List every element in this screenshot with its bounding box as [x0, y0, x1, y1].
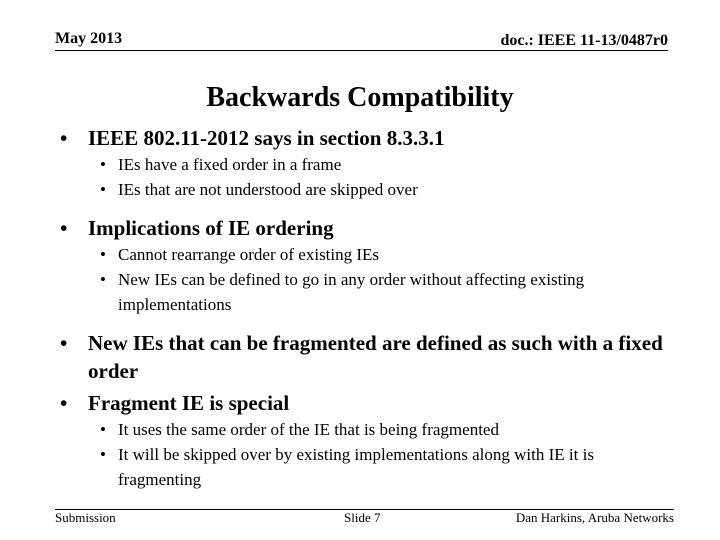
footer-submission: Submission: [55, 510, 116, 525]
bullet-dot: •: [100, 245, 106, 264]
bullet-1: [60, 124, 670, 152]
footer-author: Dan Harkins, Aruba Networks: [515, 510, 674, 525]
bullet-4-text: Fragment IE is special: [88, 391, 290, 415]
bullet-dot: •: [60, 391, 68, 415]
sub-bullet-4-2: [60, 442, 670, 492]
sub-bullet-1-1-text: IEs have a fixed order in a frame: [118, 155, 342, 174]
sub-bullet-1-1: [60, 152, 670, 177]
sub-bullet-4-1-text: It uses the same order of the IE that is being fragmented: [118, 420, 499, 439]
bullet-2-text: Implications of IE ordering: [88, 216, 334, 240]
sub-bullet-2-1-text: Cannot rearrange order of existing IEs: [118, 245, 380, 264]
header-doc-id: doc.: IEEE 11-13/0487r0: [500, 32, 668, 49]
bullet-3: [60, 329, 670, 385]
footer-slide-number: Slide 7: [344, 510, 381, 525]
bullet-4: [60, 389, 670, 417]
header-date: May 2013: [55, 30, 123, 47]
bullet-dot: •: [100, 180, 106, 199]
sub-bullet-1-2: [60, 177, 670, 202]
sub-bullet-4-1: [60, 417, 670, 442]
bullet-dot: •: [100, 420, 106, 439]
sub-bullet-4-2-text: It will be skipped over by existing implementations along with IE it is fragmenting: [118, 445, 594, 489]
header-rule: [55, 50, 668, 51]
bullet-2: [60, 214, 670, 242]
sub-bullet-2-2-text: New IEs can be defined to go in any order without affecting existing implementations: [118, 270, 585, 314]
sub-bullet-1-2-text: IEs that are not understood are skipped over: [118, 180, 418, 199]
bullet-dot: •: [100, 445, 106, 464]
bullet-1-text: IEEE 802.11-2012 says in section 8.3.3.1: [88, 126, 445, 150]
bullet-dot: •: [100, 270, 106, 289]
slide-content: [60, 120, 670, 492]
bullet-dot: •: [60, 216, 68, 240]
bullet-dot: •: [60, 126, 68, 150]
bullet-3-text: New IEs that can be fragmented are defined as such with a fixed order: [88, 331, 663, 383]
slide-title: Backwards Compatibility: [206, 82, 514, 113]
sub-bullet-2-2: [60, 267, 670, 317]
sub-bullet-2-1: [60, 242, 670, 267]
bullet-dot: •: [100, 155, 106, 174]
bullet-dot: •: [60, 331, 68, 355]
